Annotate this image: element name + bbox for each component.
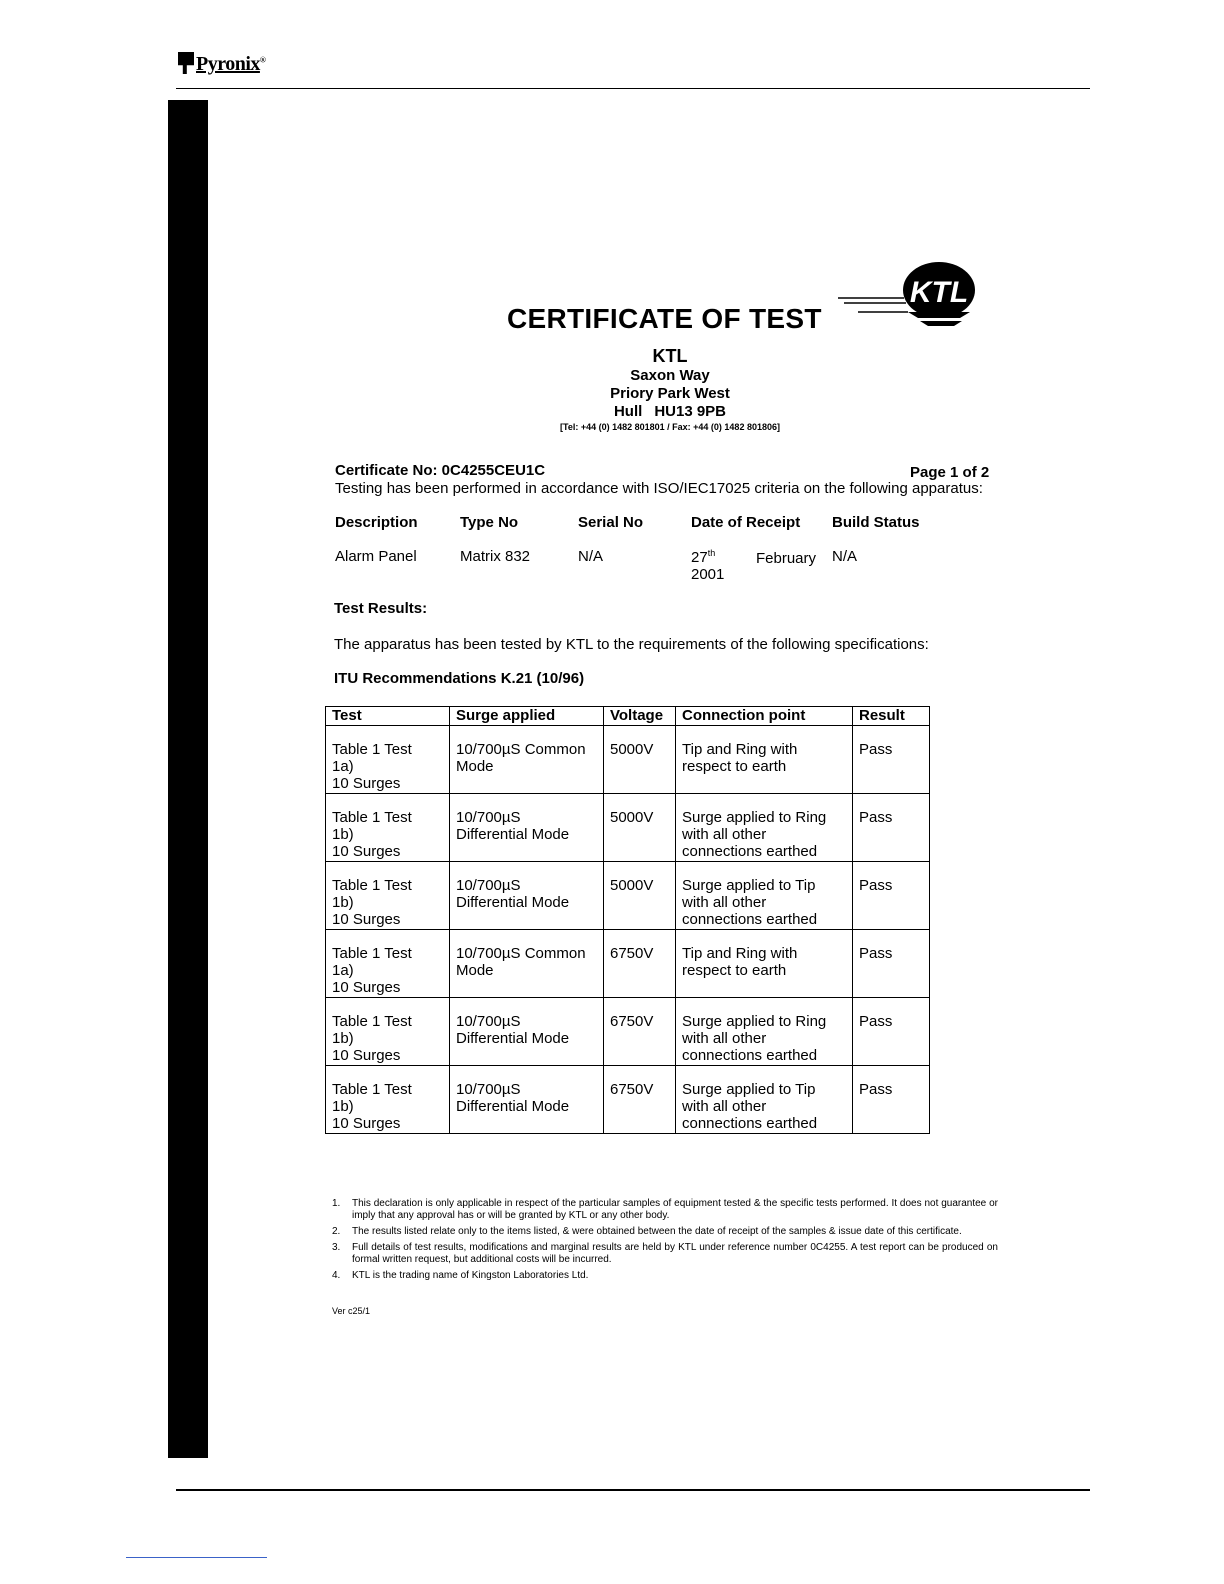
footnote bbox=[332, 1270, 998, 1282]
cell-line: Table 1 Test bbox=[332, 945, 412, 962]
cell-connection bbox=[676, 1066, 853, 1134]
page-number: Page 1 of 2 bbox=[910, 464, 990, 481]
header-rule bbox=[176, 88, 1090, 89]
table-row bbox=[326, 794, 930, 862]
table-row bbox=[326, 930, 930, 998]
lab-name: KTL bbox=[652, 346, 688, 366]
cell-line: with all other bbox=[682, 826, 767, 843]
svg-text:KTL: KTL bbox=[909, 276, 969, 309]
cell-line: Table 1 Test bbox=[332, 877, 412, 894]
cell-line: Surge applied to Tip bbox=[682, 877, 816, 894]
results-heading: Test Results: bbox=[334, 600, 428, 617]
cell-line: 10 Surges bbox=[332, 1115, 401, 1132]
cell-test bbox=[326, 794, 450, 862]
footnote-number: 4. bbox=[332, 1270, 341, 1281]
cell-line: Table 1 Test bbox=[332, 1081, 412, 1098]
table-row bbox=[326, 862, 930, 930]
cell-surge bbox=[450, 1066, 604, 1134]
certificate-title: CERTIFICATE OF TEST bbox=[507, 303, 822, 334]
spec-heading: ITU Recommendations K.21 (10/96) bbox=[334, 670, 585, 687]
ktl-logo bbox=[838, 260, 978, 335]
cell-line: 1b) bbox=[332, 1030, 354, 1047]
footnote-text: The results listed relate only to the items listed, & were obtained between the date of receipt of the samples & issue date of this certificate. bbox=[352, 1226, 962, 1237]
cell-voltage: 5000V bbox=[604, 794, 676, 862]
results-body bbox=[326, 726, 930, 1134]
cell-line: 10 Surges bbox=[332, 1047, 401, 1064]
cell-line: 10 Surges bbox=[332, 843, 401, 860]
cell-test bbox=[326, 862, 450, 930]
cell-connection bbox=[676, 930, 853, 998]
cell-line: Differential Mode bbox=[456, 1030, 570, 1047]
cell-line: 10 Surges bbox=[332, 911, 401, 928]
cell-surge bbox=[450, 726, 604, 794]
certificate-intro: Testing has been performed in accordance with ISO/IEC17025 criteria on the following apparatus: bbox=[335, 480, 983, 497]
cell-line: Differential Mode bbox=[456, 894, 570, 911]
cell-test bbox=[326, 930, 450, 998]
apparatus-build-status: N/A bbox=[832, 548, 858, 565]
cell-line: 10/700µS Common bbox=[456, 741, 586, 758]
cell-line: 10 Surges bbox=[332, 979, 401, 996]
cell-surge bbox=[450, 862, 604, 930]
col-surge: Surge applied bbox=[450, 707, 604, 726]
footer-link-line bbox=[126, 1557, 267, 1558]
results-header-row bbox=[326, 707, 930, 726]
cell-line: Surge applied to Ring bbox=[682, 809, 827, 826]
apparatus-header-type: Type No bbox=[460, 514, 519, 531]
apparatus-date-year: 2001 bbox=[691, 566, 725, 583]
cell-line: Table 1 Test bbox=[332, 1013, 412, 1030]
footnote-number: 3. bbox=[332, 1242, 341, 1253]
cell-line: 10/700µS bbox=[456, 809, 521, 826]
cell-line: connections earthed bbox=[682, 1047, 818, 1064]
cell-line: 1b) bbox=[332, 826, 354, 843]
cell-voltage: 6750V bbox=[604, 1066, 676, 1134]
footnote-text: Full details of test results, modifications and marginal results are held by KTL under reference number 0C4255. A test report can be produced on formal written request, but additional costs will be incurred. bbox=[352, 1242, 998, 1265]
cell-result: Pass bbox=[853, 862, 930, 930]
cell-line: 10/700µS bbox=[456, 877, 521, 894]
cell-connection bbox=[676, 726, 853, 794]
lab-area: Priory Park West bbox=[610, 385, 730, 402]
cell-surge bbox=[450, 930, 604, 998]
cell-line: Surge applied to Tip bbox=[682, 1081, 816, 1098]
footnote-number: 1. bbox=[332, 1198, 341, 1209]
scan-margin-bar bbox=[168, 100, 208, 1458]
apparatus-header-serial: Serial No bbox=[578, 514, 644, 531]
cell-line: 10 Surges bbox=[332, 775, 401, 792]
col-connection: Connection point bbox=[676, 707, 853, 726]
cell-line: 1b) bbox=[332, 894, 354, 911]
col-test: Test bbox=[326, 707, 450, 726]
cell-line: connections earthed bbox=[682, 843, 818, 860]
cell-line: connections earthed bbox=[682, 1115, 818, 1132]
cell-line: 10/700µS bbox=[456, 1081, 521, 1098]
cell-voltage: 5000V bbox=[604, 726, 676, 794]
lab-contact: [Tel: +44 (0) 1482 801801 / Fax: +44 (0) 1482 801806] bbox=[560, 422, 780, 432]
cell-connection bbox=[676, 794, 853, 862]
lab-city: Hull bbox=[613, 403, 643, 420]
apparatus-date-month: February bbox=[756, 550, 817, 567]
cell-line: Mode bbox=[456, 962, 494, 979]
cell-result: Pass bbox=[853, 930, 930, 998]
cell-line: Mode bbox=[456, 758, 494, 775]
apparatus-serial-no: N/A bbox=[578, 548, 604, 565]
footnote bbox=[332, 1226, 998, 1238]
cell-line: 1b) bbox=[332, 1098, 354, 1115]
pyronix-logo: Pyronix® bbox=[178, 52, 265, 76]
cell-line: 10/700µS bbox=[456, 1013, 521, 1030]
cell-surge bbox=[450, 998, 604, 1066]
cell-line: with all other bbox=[682, 894, 767, 911]
cell-result: Pass bbox=[853, 794, 930, 862]
col-result: Result bbox=[853, 707, 930, 726]
lab-postcode: HU13 9PB bbox=[654, 403, 727, 420]
footnote bbox=[332, 1242, 998, 1266]
footnote-text: This declaration is only applicable in respect of the particular samples of equipment tested & the specific tests performed. It does not guarantee or imply that any approval has or will be granted by KTL or any other body. bbox=[352, 1198, 998, 1221]
col-voltage: Voltage bbox=[604, 707, 676, 726]
cell-line: Differential Mode bbox=[456, 1098, 570, 1115]
cell-line: respect to earth bbox=[682, 758, 787, 775]
cell-connection bbox=[676, 862, 853, 930]
cell-test bbox=[326, 1066, 450, 1134]
footer-rule bbox=[176, 1489, 1090, 1491]
cell-test bbox=[326, 998, 450, 1066]
results-table bbox=[325, 706, 930, 1134]
apparatus-type-no: Matrix 832 bbox=[460, 548, 531, 565]
cell-line: Tip and Ring with bbox=[682, 741, 798, 758]
apparatus-header-build: Build Status bbox=[832, 514, 920, 531]
footnotes bbox=[332, 1198, 998, 1286]
lab-city-postcode bbox=[500, 403, 840, 420]
cell-voltage: 6750V bbox=[604, 930, 676, 998]
cell-result: Pass bbox=[853, 726, 930, 794]
cell-line: Surge applied to Ring bbox=[682, 1013, 827, 1030]
table-row bbox=[326, 998, 930, 1066]
table-row bbox=[326, 726, 930, 794]
lab-street: Saxon Way bbox=[630, 367, 710, 384]
cell-line: Tip and Ring with bbox=[682, 945, 798, 962]
cell-line: Table 1 Test bbox=[332, 741, 412, 758]
cell-line: Differential Mode bbox=[456, 826, 570, 843]
cell-line: Table 1 Test bbox=[332, 809, 412, 826]
cell-line: 1a) bbox=[332, 962, 354, 979]
cell-result: Pass bbox=[853, 998, 930, 1066]
footnote bbox=[332, 1198, 998, 1222]
cell-voltage: 5000V bbox=[604, 862, 676, 930]
table-row bbox=[326, 1066, 930, 1134]
cell-test bbox=[326, 726, 450, 794]
results-intro: The apparatus has been tested by KTL to the requirements of the following specifications: bbox=[334, 636, 929, 653]
cell-surge bbox=[450, 794, 604, 862]
flag-icon bbox=[178, 52, 194, 74]
version-label: Ver c25/1 bbox=[332, 1306, 371, 1316]
apparatus-header-date: Date of Receipt bbox=[691, 514, 801, 531]
apparatus-description: Alarm Panel bbox=[335, 548, 417, 565]
cell-line: with all other bbox=[682, 1098, 767, 1115]
cell-line: respect to earth bbox=[682, 962, 787, 979]
cell-line: with all other bbox=[682, 1030, 767, 1047]
cell-connection bbox=[676, 998, 853, 1066]
apparatus-header-description: Description bbox=[335, 514, 418, 531]
footnote-text: KTL is the trading name of Kingston Laboratories Ltd. bbox=[352, 1270, 589, 1281]
cell-line: 1a) bbox=[332, 758, 354, 775]
cell-result: Pass bbox=[853, 1066, 930, 1134]
cell-voltage: 6750V bbox=[604, 998, 676, 1066]
cell-line: 10/700µS Common bbox=[456, 945, 586, 962]
cell-line: connections earthed bbox=[682, 911, 818, 928]
apparatus-date-day: 27th bbox=[691, 548, 716, 566]
footnote-number: 2. bbox=[332, 1226, 341, 1237]
certificate-number: Certificate No: 0C4255CEU1C bbox=[335, 462, 546, 479]
